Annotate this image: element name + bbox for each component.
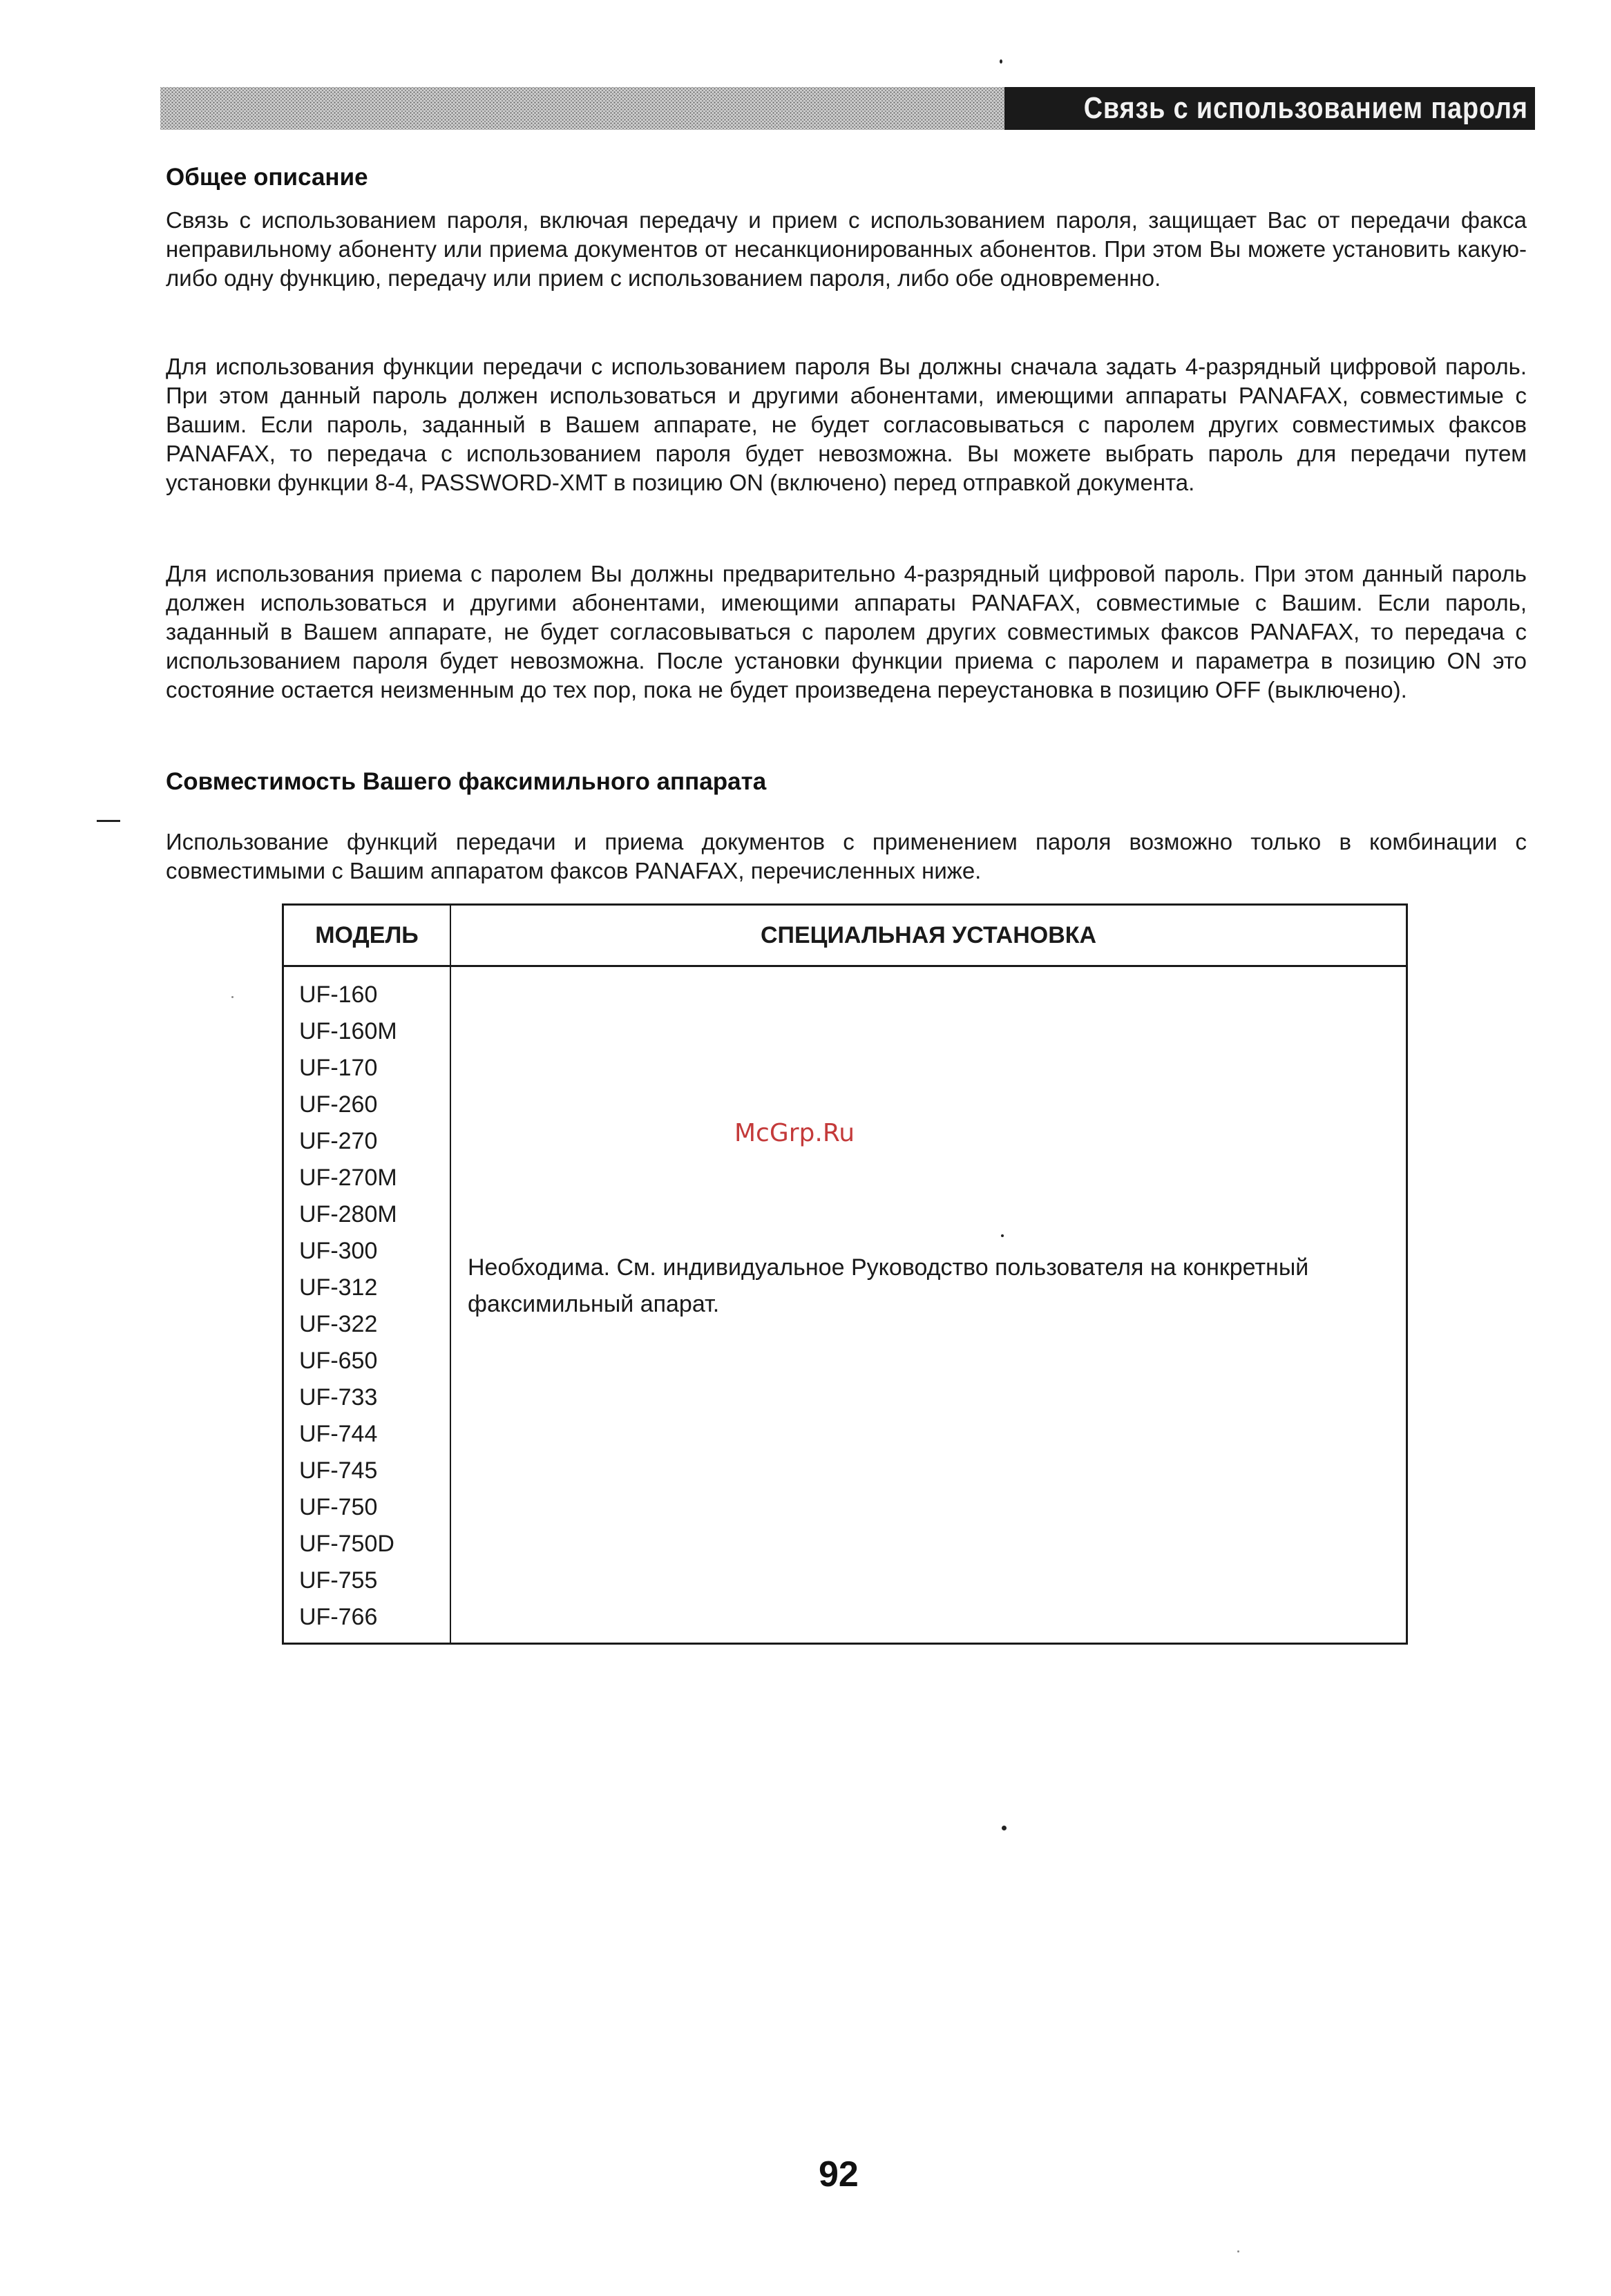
model-item: UF-322 <box>299 1311 378 1337</box>
model-item: UF-744 <box>299 1421 378 1447</box>
model-item: UF-300 <box>299 1238 378 1264</box>
compatibility-table <box>282 903 1408 1645</box>
scan-speck <box>1001 1234 1004 1237</box>
general-paragraph-2: Для использования функции передачи с использованием пароля Вы должны сначала задать 4-разрядный цифровой пароль. При этом данный пароль должен использоваться и другими абонентами, имеющими аппараты PANAFAX, совместимые с Вашим. Если пароль, заданный в Вашем аппарате, не будет согласовываться с паролем других совместимых факсов PANAFAX, то передача с использованием пароля будет невозможна. Вы можете выбрать пароль для передачи путем установки функции 8-4, PASSWORD-XMT в позицию ON (включено) перед отправкой документа. <box>166 354 1527 495</box>
model-item: UF-280M <box>299 1201 397 1227</box>
scan-speck <box>1000 59 1002 64</box>
model-item: UF-745 <box>299 1457 378 1484</box>
compatibility-heading: Совместимость Вашего факсимильного аппарата <box>166 768 767 795</box>
setting-cell <box>450 966 1407 1644</box>
header-bar <box>160 87 1535 130</box>
column-header-model: МОДЕЛЬ <box>283 905 451 966</box>
header-title: Связь с использованием пароля <box>1083 91 1528 125</box>
scan-speck <box>231 996 233 998</box>
table-header-row <box>283 905 1407 966</box>
general-paragraph-1: Связь с использованием пароля, включая передачу и прием с использованием пароля, защищает Вас от передачи факса неправильному абоненту или приема документов от несанкционированных абонентов. При этом Вы можете установить какую-либо одну функцию, передачу или прием с использованием пароля, либо обе одновременно. <box>166 207 1527 291</box>
model-item: UF-750D <box>299 1531 394 1557</box>
model-item: UF-755 <box>299 1567 378 1594</box>
table-row <box>283 966 1407 1644</box>
model-item: UF-270 <box>299 1128 378 1154</box>
model-item: UF-650 <box>299 1348 378 1374</box>
model-list-cell <box>283 966 451 1644</box>
model-item: UF-733 <box>299 1384 378 1410</box>
model-item: UF-160 <box>299 982 378 1008</box>
setting-text: Необходима. См. индивидуальное Руководство пользователя на конкретный факсимильный апарат. <box>468 1254 1309 1317</box>
general-paragraph-3: Для использования приема с паролем Вы должны предварительно 4-разрядный цифровой пароль. При этом данный пароль должен использоваться и другими абонентами, имеющими аппараты PANAFAX, совместимые с Вашим. Если пароль, заданный в Вашем аппарате, не будет согласовываться с паролем других совместимых факсов PANAFAX, то передача с использованием пароля будет невозможна. После установки функции приема с паролем и параметра в позицию ON это состояние остается неизменным до тех пор, пока не будет произведена переустановка в позицию OFF (выключено). <box>166 561 1527 702</box>
model-item: UF-312 <box>299 1274 378 1301</box>
margin-dash-mark <box>97 820 120 822</box>
watermark-link[interactable]: McGrp.Ru <box>734 1119 855 1147</box>
model-item: UF-160M <box>299 1018 397 1044</box>
general-heading: Общее описание <box>166 164 368 191</box>
model-item: UF-750 <box>299 1494 378 1520</box>
column-header-setting: СПЕЦИАЛЬНАЯ УСТАНОВКА <box>450 905 1407 966</box>
model-item: UF-270M <box>299 1165 397 1191</box>
model-item: UF-766 <box>299 1604 378 1630</box>
model-item: UF-260 <box>299 1091 378 1118</box>
page-number: 92 <box>819 2154 859 2194</box>
model-item: UF-170 <box>299 1055 378 1081</box>
scan-speck <box>1237 2250 1239 2252</box>
compatibility-intro: Использование функций передачи и приема документов с применением пароля возможно только в комбинации с совместимыми с Вашим аппаратом факсов PANAFAX, перечисленных ниже. <box>166 829 1527 883</box>
scan-speck <box>1002 1826 1007 1830</box>
header-title-box <box>1004 87 1535 130</box>
